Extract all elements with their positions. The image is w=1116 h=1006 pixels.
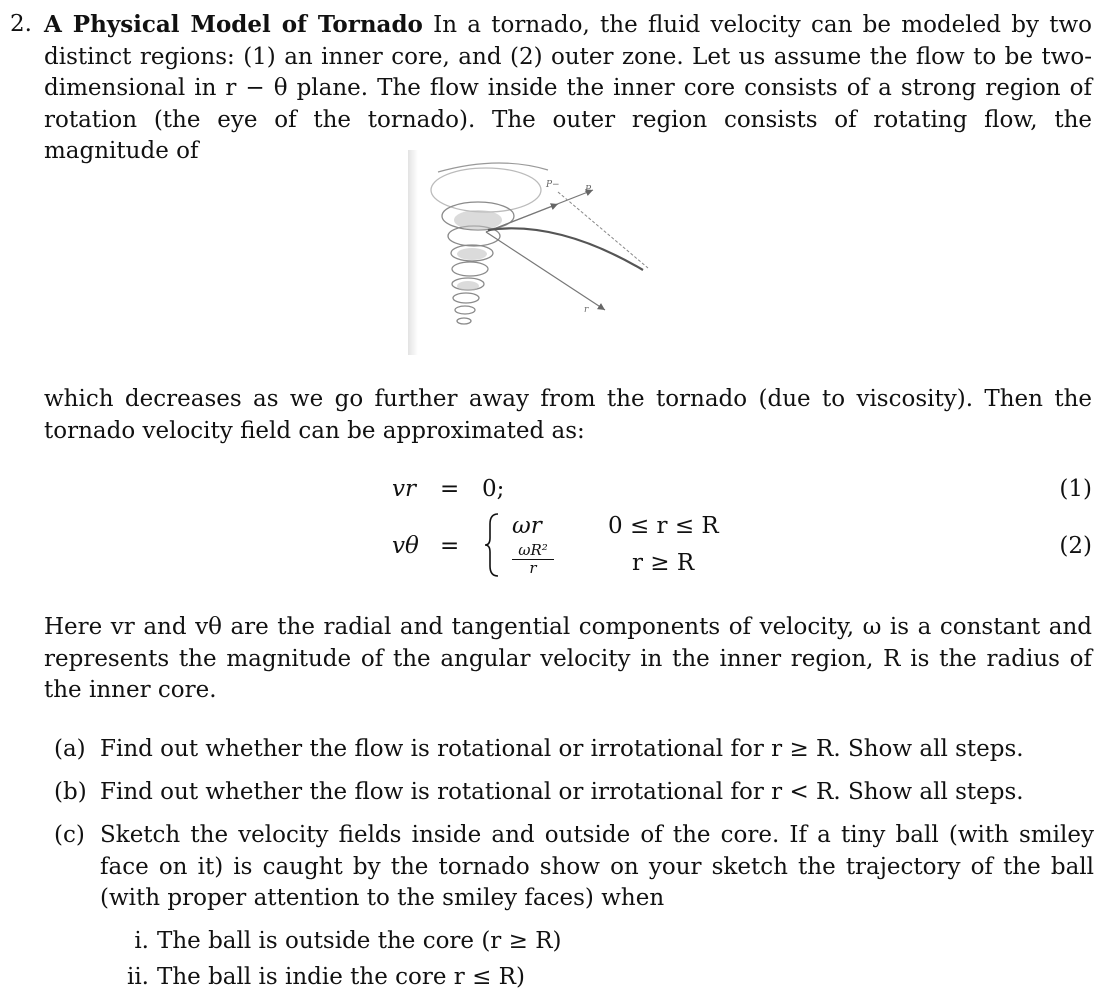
eq2-case1: ωr (512, 513, 542, 539)
eq2-rel: = (440, 533, 460, 559)
label-p: P (585, 185, 592, 195)
definitions-text: Here vr and vθ are the radial and tangential components of velocity, ω is a constant and represents the magnitude of the angular velocity in the inner region, R is the radius of the inner core. (44, 614, 1092, 703)
eq2-case2-fraction (512, 542, 554, 577)
sub-question-ii (113, 962, 525, 994)
eq2-case2-num: ωR² (512, 542, 554, 560)
question-a-text: Find out whether the flow is rotational or irrotational for r ≥ R. Show all steps. (100, 736, 1024, 762)
question-c-label: (c) (54, 822, 85, 848)
eq2-brace (482, 510, 502, 580)
problem-intro (10, 9, 1092, 168)
intro-text: In a tornado, the fluid velocity can be modeled by two distinct regions: (1) an inner core, and (2) outer zone. Let us assume the flow to be two-dimensional in r − θ plane. The flow inside the inner core consists of a strong region of rotation (the eye of the tornado). The outer region consists of rotating flow, the magnitude of (44, 12, 1092, 164)
question-b-text: Find out whether the flow is rotational or irrotational for r < R. Show all steps. (100, 779, 1024, 805)
eq1-number: (1) (1059, 476, 1092, 502)
sub-question-i-text: The ball is outside the core (r ≥ R) (157, 928, 562, 954)
eq2-number: (2) (1059, 533, 1092, 559)
eq2-cond2: r ≥ R (632, 550, 695, 576)
label-r: r (584, 305, 589, 315)
sub-question-i (113, 926, 562, 958)
sub-question-ii-label: ii. (126, 964, 149, 990)
sub-question-ii-text: The ball is indie the core r ≤ R) (157, 964, 525, 990)
continuation-text: which decreases as we go further away from the tornado (due to viscosity). Then the tornado velocity field can be approximated as: (44, 386, 1092, 444)
question-a-label: (a) (54, 736, 86, 762)
eq2-case2-den: r (529, 559, 537, 577)
problem-title: A Physical Model of Tornado (44, 11, 423, 38)
question-c-text: Sketch the velocity fields inside and outside of the core. If a tiny ball (with smiley face on it) is caught by the tornado show on your sketch the trajectory of the ball (with proper attention to the smiley faces) when (100, 822, 1094, 911)
eq1-rhs: 0; (482, 476, 505, 502)
tornado-figure (408, 150, 660, 358)
sub-question-i-label: i. (134, 928, 149, 954)
eq2-cond1: 0 ≤ r ≤ R (608, 513, 719, 539)
problem-number: 2. (10, 11, 32, 37)
eq2-lhs: vθ (392, 533, 419, 559)
question-b-label: (b) (54, 779, 87, 805)
eq1-rel: = (440, 476, 460, 502)
eq1-lhs: vr (392, 476, 416, 502)
label-p-minus: P− (546, 180, 560, 190)
tornado-diagram (408, 150, 660, 358)
question-c (54, 820, 1094, 915)
question-a (54, 734, 1094, 766)
question-b (54, 777, 1094, 809)
